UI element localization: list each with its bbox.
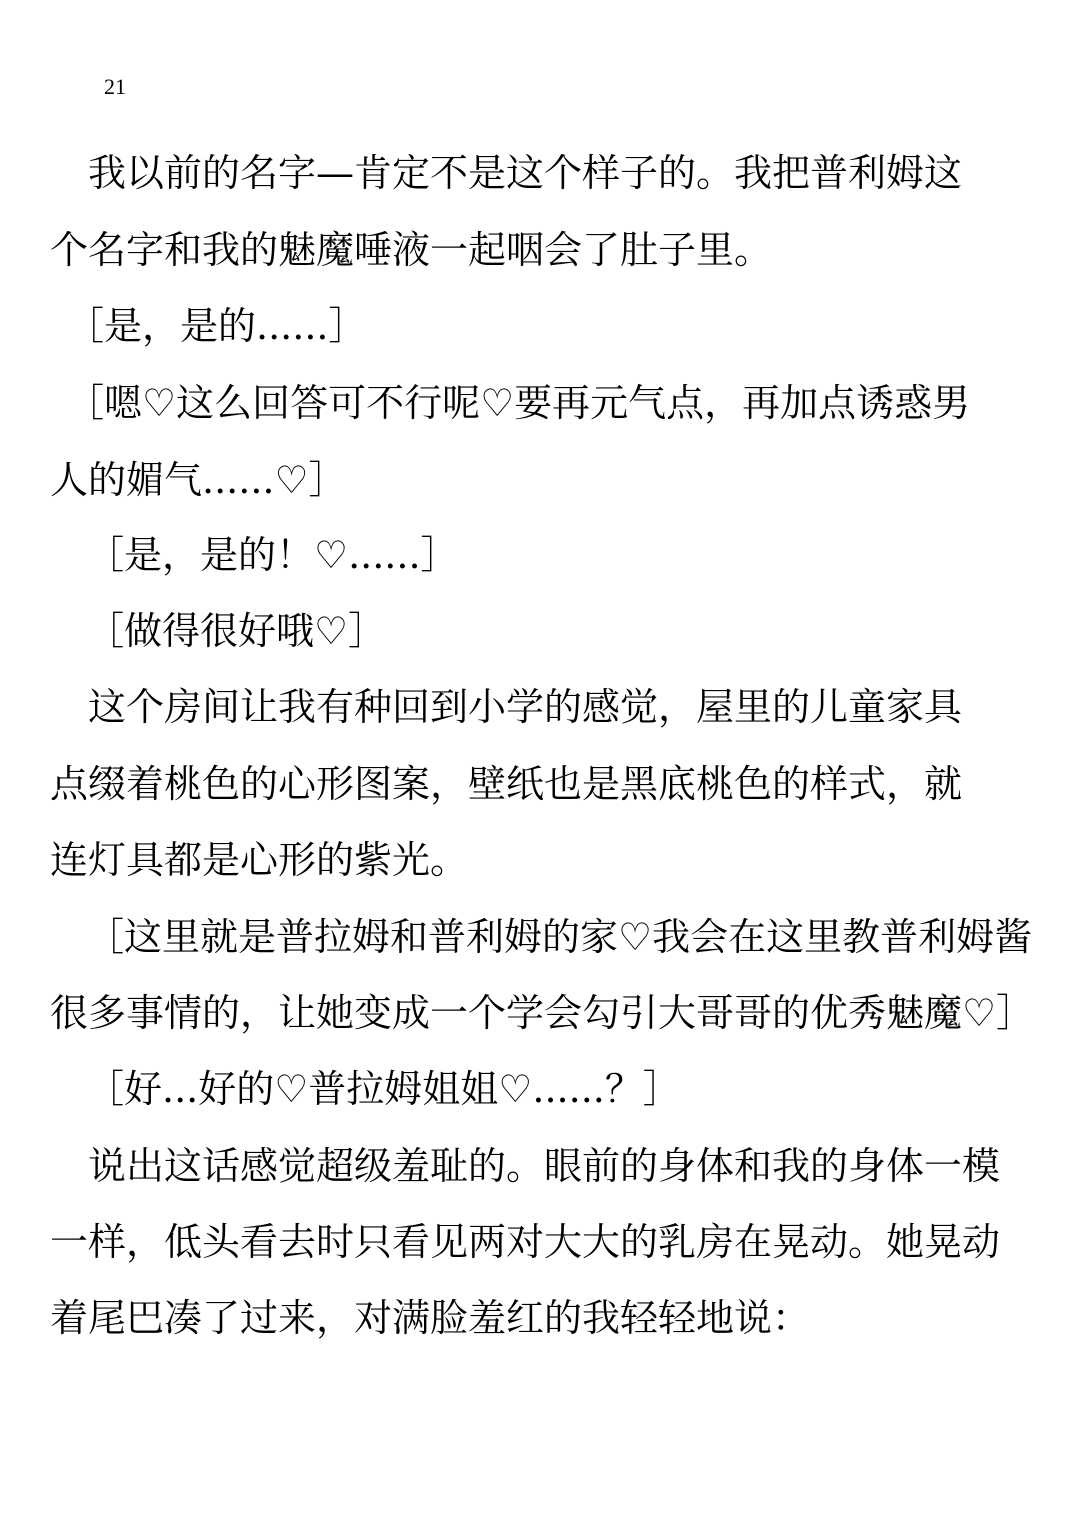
page-number: 21 xyxy=(104,74,126,99)
paragraph-line: 点缀着桃色的心形图案，壁纸也是黑底桃色的样式，就 xyxy=(50,762,963,806)
paragraph-line: 连灯具都是心形的紫光。 xyxy=(50,838,469,882)
paragraph-line: 说出这话感觉超级羞耻的。眼前的身体和我的身体一模 xyxy=(88,1144,1001,1188)
paragraph-line: 这个房间让我有种回到小学的感觉，屋里的儿童家具 xyxy=(88,685,963,729)
paragraph-line: 一样，低头看去时只看见两对大大的乳房在晃动。她晃动 xyxy=(50,1220,1001,1264)
dialogue-line: ［好...好的♡普拉姆姐姐♡......？］ xyxy=(86,1067,681,1111)
dialogue-line: 人的媚气......♡］ xyxy=(50,458,347,502)
dialogue-line: ［这里就是普拉姆和普利姆的家♡我会在这里教普利姆酱 xyxy=(86,915,1033,959)
dialogue-line: ［是，是的！♡......］ xyxy=(86,533,459,577)
paragraph-line: 个名字和我的魅魔唾液一起咽会了肚子里。 xyxy=(50,228,773,272)
dialogue-line: ［是，是的......］ xyxy=(66,304,367,348)
paragraph-line: 我以前的名字—肯定不是这个样子的。我把普利姆这 xyxy=(88,151,963,195)
dialogue-line: ［嗯♡这么回答可不行呢♡要再元气点，再加点诱惑男 xyxy=(66,381,971,425)
dialogue-line: ［做得很好哦♡］ xyxy=(86,609,387,653)
paragraph-line: 着尾巴凑了过来，对满脸羞红的我轻轻地说： xyxy=(50,1296,811,1340)
dialogue-line: 很多事情的，让她变成一个学会勾引大哥哥的优秀魅魔♡］ xyxy=(50,991,1035,1035)
